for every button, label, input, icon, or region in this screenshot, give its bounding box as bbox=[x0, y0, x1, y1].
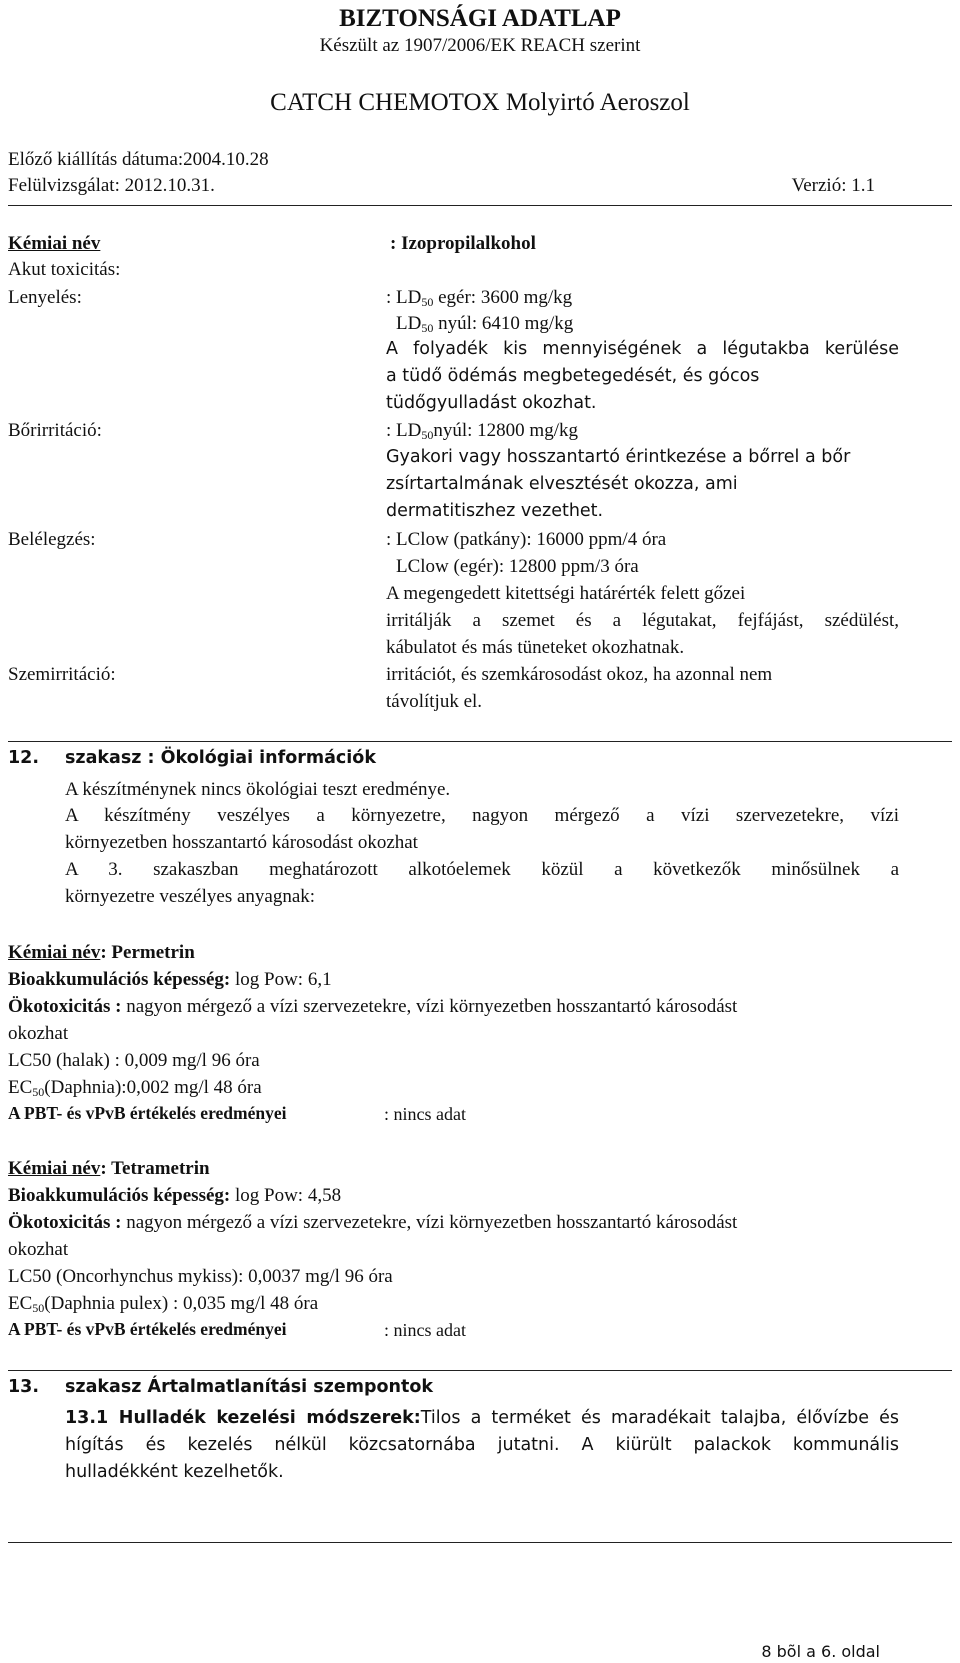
inhalation-text-2: irritálják a szemet és a légutakat, fejfájást, szédülést, bbox=[386, 610, 899, 631]
page-number: 8 bõl a 6. oldal bbox=[761, 1642, 880, 1661]
skin-text-3: dermatitiszhez vezethet. bbox=[386, 501, 604, 521]
inhalation-lclow-mouse: LClow (egér): 12800 ppm/3 óra bbox=[396, 556, 639, 577]
product-name: CATCH CHEMOTOX Molyirtó Aeroszol bbox=[270, 89, 690, 116]
inhalation-text-3: kábulatot és más tüneteket okozhatnak. bbox=[386, 637, 685, 658]
tetrametrin-pbt-value: : nincs adat bbox=[384, 1320, 466, 1340]
tetrametrin-ec50: $EC_{50}(Daphnia$ pulex) : 0,035 mg/l 48 óra bbox=[8, 1293, 319, 1315]
s12-para-2b: környezetben hosszantartó károsodást okozhat bbox=[65, 832, 418, 853]
s12-para-2a: A készítmény veszélyes a környezetre, nagyon mérgező a vízi szervezetekre, vízi bbox=[65, 805, 899, 826]
s12-para-3b: környezetre veszélyes anyagnak: bbox=[65, 886, 316, 907]
chem-name-value: : Izopropilalkohol bbox=[390, 233, 536, 254]
permetrin-ecotoxicity: Ökotoxicitás : nagyon mérgező a vízi szervezetekre, vízi környezetben hosszantartó károsodást bbox=[8, 996, 738, 1017]
tetrametrin-bioaccumulation: Bioakkumulációs képesség: log Pow: 4,58 bbox=[8, 1185, 342, 1206]
acute-toxicity-label: Akut toxicitás: bbox=[8, 259, 121, 280]
revision-date: Felülvizsgálat: 2012.10.31. bbox=[8, 175, 215, 196]
permetrin-ecotoxicity-cont: okozhat bbox=[8, 1023, 69, 1044]
s12-para-1: A készítménynek nincs ökológiai teszt eredménye. bbox=[65, 779, 451, 800]
prev-issue-date: Előző kiállítás dátuma:2004.10.28 bbox=[8, 149, 269, 170]
chem-name-label: Kémiai név bbox=[8, 233, 101, 254]
section-12-number: 12. bbox=[8, 748, 40, 768]
inhalation-text-1: A megengedett kitettségi határérték felett gőzei bbox=[386, 583, 746, 604]
s13-text-3: hulladékként kezelhetők. bbox=[65, 1462, 284, 1482]
inhalation-label: Belélegzés: bbox=[8, 529, 96, 550]
eye-text-2: távolítjuk el. bbox=[386, 691, 483, 712]
permetrin-pbt-label: A PBT- és vPvB értékelés eredményei bbox=[8, 1103, 287, 1123]
s12-para-3a: A 3. szakaszban meghatározott alkotóelemek közül a következők minősülnek a bbox=[65, 859, 899, 880]
s13-text-1: 13.1 Hulladék kezelési módszerek:Tilos a terméket és maradékait talajba, élővízbe és bbox=[65, 1408, 900, 1428]
s13-text-2: hígítás és kezelés nélkül közcsatornába jutatni. A kiürült palackok kommunális bbox=[65, 1435, 899, 1455]
version: Verzió: 1.1 bbox=[791, 175, 875, 196]
inhalation-lclow-rat: : LClow (patkány): 16000 ppm/4 óra bbox=[386, 529, 667, 550]
ingestion-text-2: a tüdő ödémás megbetegedését, és gócos bbox=[386, 366, 760, 386]
skin-ld50: : $LD_{50}nyúl$: 12800 mg/kg bbox=[386, 420, 578, 442]
header-rule bbox=[8, 205, 952, 206]
skin-text-2: zsírtartalmának elvesztését okozza, ami bbox=[386, 474, 738, 494]
ingestion-text-1: A folyadék kis mennyiségének a légutakba kerülése bbox=[386, 339, 899, 359]
tetrametrin-pbt-label: A PBT- és vPvB értékelés eredményei bbox=[8, 1319, 287, 1339]
tetrametrin-chem-name: Kémiai név: Tetrametrin bbox=[8, 1158, 210, 1179]
permetrin-bioaccumulation: Bioakkumulációs képesség: log Pow: 6,1 bbox=[8, 969, 332, 990]
section-13-title: szakasz Ártalmatlanítási szempontok bbox=[65, 1377, 433, 1397]
tetrametrin-lc50: LC50 (Oncorhynchus mykiss): 0,0037 mg/l 96 óra bbox=[8, 1266, 393, 1287]
ingestion-ld50-mouse: : $LD_{50}$ egér: 3600 mg/kg bbox=[386, 287, 573, 309]
section-13-rule bbox=[8, 1370, 952, 1371]
ingestion-ld50-rabbit: $LD_{50}$ nyúl: 6410 mg/kg bbox=[396, 313, 574, 335]
section-13-number: 13. bbox=[8, 1377, 40, 1397]
skin-text-1: Gyakori vagy hosszantartó érintkezése a bőrrel a bőr bbox=[386, 447, 851, 467]
eye-text-1: irritációt, és szemkárosodást okoz, ha azonnal nem bbox=[386, 664, 773, 685]
tetrametrin-ecotoxicity-cont: okozhat bbox=[8, 1239, 69, 1260]
permetrin-lc50: LC50 (halak) : 0,009 mg/l 96 óra bbox=[8, 1050, 260, 1071]
ingestion-text-3: tüdőgyulladást okozhat. bbox=[386, 393, 597, 413]
section-12-rule bbox=[8, 741, 952, 742]
doc-title: BIZTONSÁGI ADATLAP bbox=[339, 5, 621, 32]
section-12-title: szakasz : Ökológiai információk bbox=[65, 748, 376, 768]
tetrametrin-ecotoxicity: Ökotoxicitás : nagyon mérgező a vízi szervezetekre, vízi környezetben hosszantartó károsodást bbox=[8, 1212, 738, 1233]
eye-irritation-label: Szemirritáció: bbox=[8, 664, 116, 685]
permetrin-ec50: $EC_{50}(Daphnia):0,002$ mg/l 48 óra bbox=[8, 1077, 262, 1099]
permetrin-pbt-value: : nincs adat bbox=[384, 1104, 466, 1124]
permetrin-chem-name: Kémiai név: Permetrin bbox=[8, 942, 195, 963]
footer-rule bbox=[8, 1542, 952, 1543]
ingestion-label: Lenyelés: bbox=[8, 287, 82, 308]
skin-irritation-label: Bőrirritáció: bbox=[8, 420, 102, 441]
doc-subtitle: Készült az 1907/2006/EK REACH szerint bbox=[319, 35, 641, 56]
